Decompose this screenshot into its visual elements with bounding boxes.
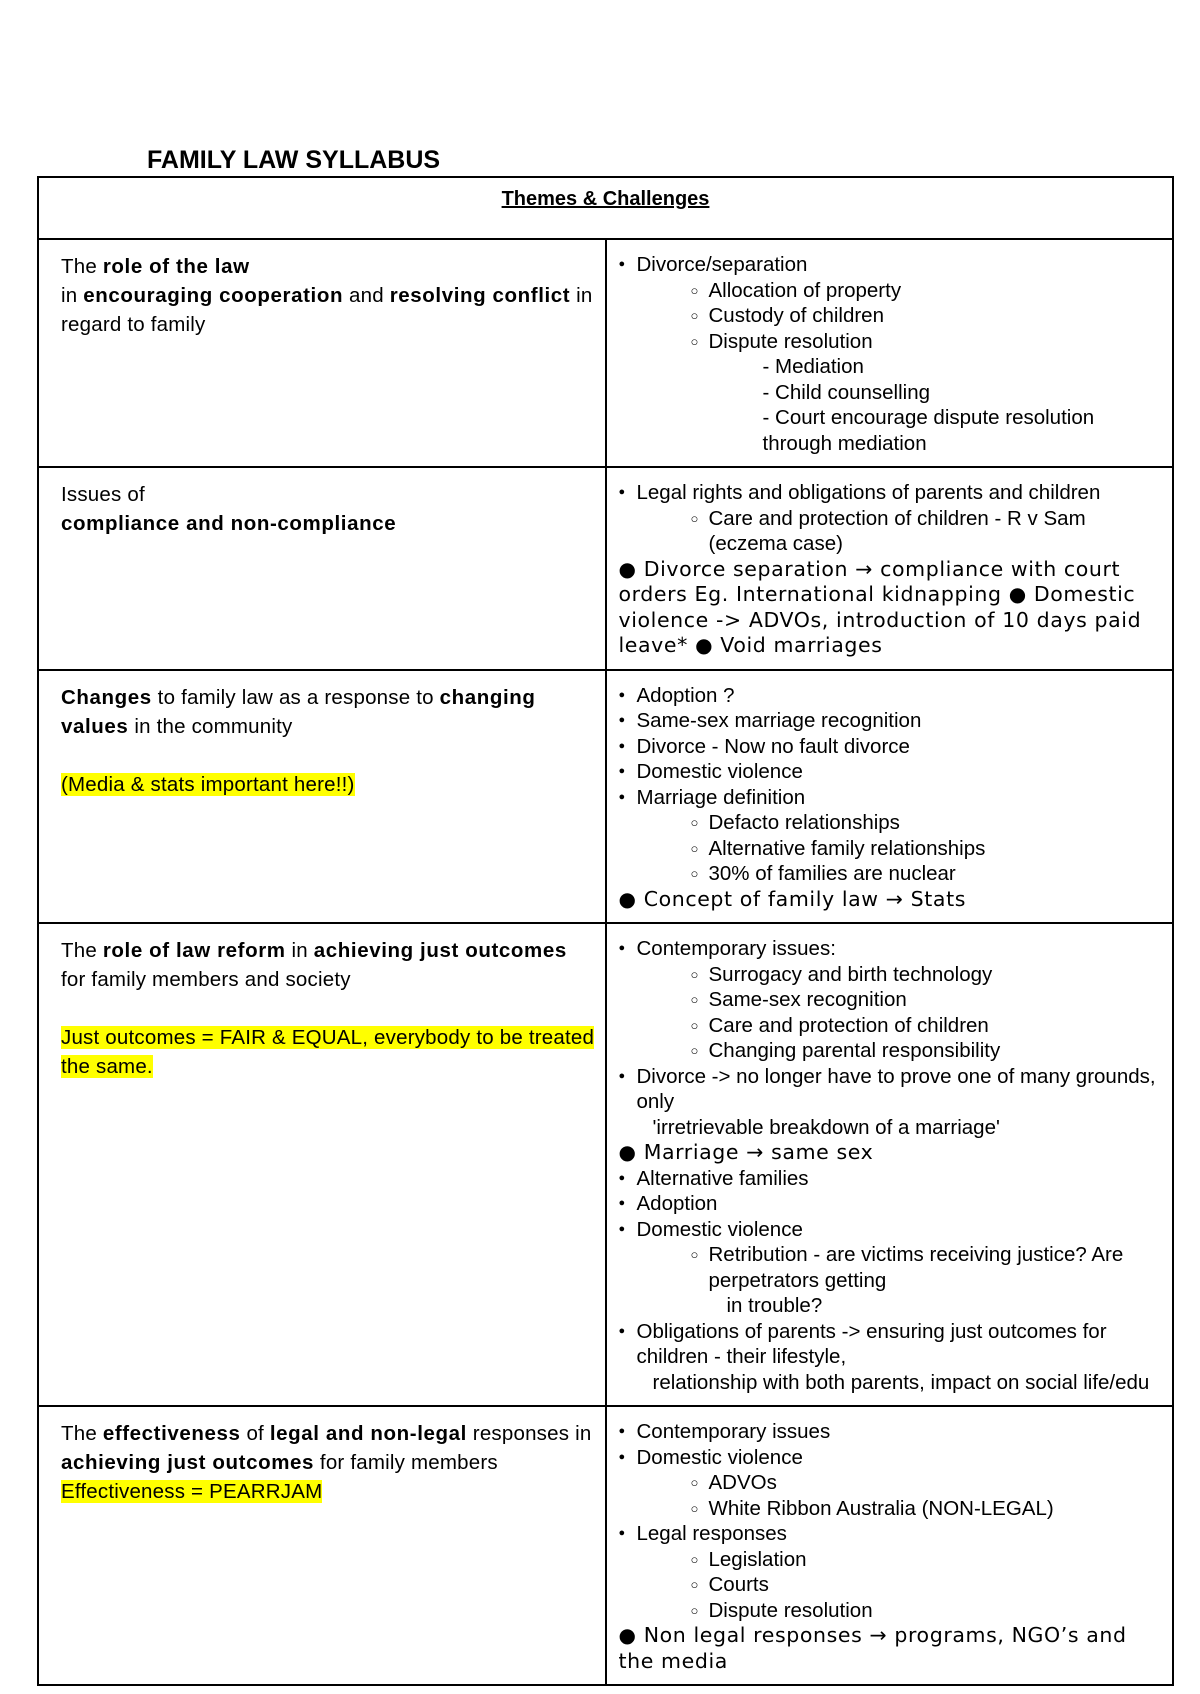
sub-list-item: ○ Dispute resolution — [619, 329, 1163, 355]
theme-text: in — [285, 939, 314, 962]
theme-emphasis: Changes — [61, 685, 152, 709]
theme-text: in the community — [128, 714, 293, 738]
theme-cell — [38, 239, 606, 467]
sub-list-item: ○ White Ribbon Australia (NON-LEGAL) — [619, 1496, 1163, 1522]
sub-list-item: ○ Retribution - are victims receiving justice? Are perpetrators getting — [619, 1242, 1163, 1293]
table-row — [38, 1406, 1173, 1685]
theme-text: for family members and society — [61, 968, 351, 991]
theme-emphasis: changing values — [61, 685, 536, 738]
list-paragraph — [619, 1623, 1163, 1674]
list-item: Non legal responses → programs, NGO’s and the media — [618, 1623, 1127, 1673]
content-cell — [606, 923, 1174, 1406]
theme-emphasis: legal and non-legal — [269, 1422, 467, 1445]
table-header — [38, 177, 1173, 239]
list-item: ● Contemporary issues — [619, 1419, 1163, 1445]
theme-emphasis: achieving just outcomes — [313, 939, 567, 962]
list-paragraph — [619, 557, 1163, 659]
content-cell — [606, 467, 1174, 670]
theme-text: The — [61, 939, 103, 962]
list-item: ● Legal rights and obligations of parents and children — [619, 480, 1163, 506]
theme-cell — [38, 1406, 606, 1685]
theme-text: for family members — [314, 1451, 498, 1474]
sub-list-item: ○ Same-sex recognition — [619, 987, 1163, 1013]
sub-list-item: ○ Care and protection of children — [619, 1013, 1163, 1039]
sub-list-item: ○ Courts — [619, 1572, 1163, 1598]
theme-text: Issues of — [61, 483, 145, 506]
list-item: ● Divorce -> no longer have to prove one of many grounds, only — [619, 1064, 1163, 1115]
list-item-continuation: relationship with both parents, impact on social life/edu — [652, 1370, 1150, 1394]
sub-list-item: ○ Defacto relationships — [619, 810, 1163, 836]
theme-emphasis: role of the law — [102, 255, 250, 278]
sub-list-item: ○ Legislation — [619, 1547, 1163, 1573]
theme-cell — [38, 923, 606, 1406]
table-row — [38, 923, 1173, 1406]
highlighted-note: (Media & stats important here!!) — [61, 772, 355, 796]
sub-sub-list-item: - Mediation — [619, 354, 1163, 380]
list-paragraph — [619, 1140, 1163, 1166]
sub-list-item: ○ Surrogacy and birth technology — [619, 962, 1163, 988]
list-item: ● Legal responses — [619, 1521, 1163, 1547]
sub-list-item: ○ Dispute resolution — [619, 1598, 1163, 1624]
header-text: Themes & Challenges — [501, 188, 710, 210]
list-item: ● Alternative families — [619, 1166, 1163, 1192]
sub-sub-list-item: - Child counselling — [619, 380, 1163, 406]
sub-list-item: ○ ADVOs — [619, 1470, 1163, 1496]
bullet-icon: ● — [695, 633, 714, 657]
theme-emphasis: role of law reform — [102, 939, 286, 962]
theme-emphasis: compliance and non-compliance — [61, 512, 397, 535]
list-item: ● Divorce/separation — [619, 252, 1163, 278]
highlighted-note: Effectiveness = PEARRJAM — [61, 1480, 323, 1503]
list-item: ● Adoption ? — [619, 683, 1163, 709]
list-item: Void marriages — [720, 633, 883, 657]
bullet-icon: ● — [1008, 582, 1027, 606]
list-item: ● Divorce - Now no fault divorce — [619, 734, 1163, 760]
content-cell — [606, 239, 1174, 467]
theme-cell — [38, 467, 606, 670]
sub-list-item: ○ Care and protection of children - R v Sam (eczema case) — [619, 506, 1163, 557]
list-item: Concept of family law → Stats — [643, 886, 967, 911]
sub-list-item: ○ Custody of children — [619, 303, 1163, 329]
list-item-continuation: in trouble? — [726, 1294, 823, 1317]
bullet-icon: ● — [618, 556, 637, 581]
theme-cell — [38, 670, 606, 924]
document-title: FAMILY LAW SYLLABUS — [147, 146, 441, 174]
list-item: Marriage → same sex — [643, 1140, 874, 1164]
list-item: Domestic violence -> ADVOs, introduction of 10 days paid leave* — [618, 582, 1142, 657]
theme-emphasis: resolving conflict — [389, 284, 571, 307]
list-item: ● Contemporary issues: — [619, 936, 1163, 962]
content-cell — [606, 670, 1174, 924]
list-item: ● Same-sex marriage recognition — [619, 708, 1163, 734]
table-row — [38, 467, 1173, 670]
list-item: ● Obligations of parents -> ensuring just outcomes for children - their lifestyle, — [619, 1319, 1163, 1370]
syllabus-table — [37, 176, 1174, 1686]
sub-list-item: ○ Allocation of property — [619, 278, 1163, 304]
theme-text: responses in — [466, 1422, 592, 1445]
table-row — [38, 670, 1173, 924]
theme-text: in — [61, 284, 84, 307]
list-item: ● Domestic violence — [619, 1217, 1163, 1243]
bullet-icon: ● — [618, 1623, 637, 1647]
sub-list-item: ○ Alternative family relationships — [619, 836, 1163, 862]
list-item: ● Adoption — [619, 1191, 1163, 1217]
list-item: ● Marriage definition — [619, 785, 1163, 811]
sub-list-item: ○ 30% of families are nuclear — [619, 861, 1163, 887]
list-item: ● Domestic violence — [619, 759, 1163, 785]
theme-text: to family law as a response to — [151, 685, 440, 709]
sub-list-item: ○ Changing parental responsibility — [619, 1038, 1163, 1064]
theme-emphasis: encouraging cooperation — [83, 284, 344, 307]
sub-sub-list-item: - Court encourage dispute resolution through mediation — [619, 405, 1163, 456]
table-row — [38, 239, 1173, 467]
theme-text: The — [61, 1422, 103, 1445]
theme-text: in regard to family — [61, 284, 593, 336]
bullet-icon: ● — [618, 886, 637, 911]
theme-text: The — [61, 255, 103, 278]
theme-emphasis: achieving just outcomes — [61, 1451, 315, 1474]
content-cell — [606, 1406, 1174, 1685]
theme-text: of — [240, 1422, 270, 1445]
list-item: Divorce separation → compliance with court orders Eg. International kidnapping — [618, 556, 1121, 606]
theme-text: and — [343, 284, 390, 307]
bullet-icon: ● — [618, 1140, 637, 1164]
theme-emphasis: effectiveness — [102, 1422, 241, 1445]
highlighted-note: Just outcomes = FAIR & EQUAL, everybody to be treated the same. — [61, 1026, 595, 1078]
list-item-continuation: 'irretrievable breakdown of a marriage' — [652, 1115, 1000, 1139]
table-header-row — [38, 177, 1173, 239]
list-item: ● Domestic violence — [619, 1445, 1163, 1471]
list-paragraph — [619, 887, 1163, 913]
